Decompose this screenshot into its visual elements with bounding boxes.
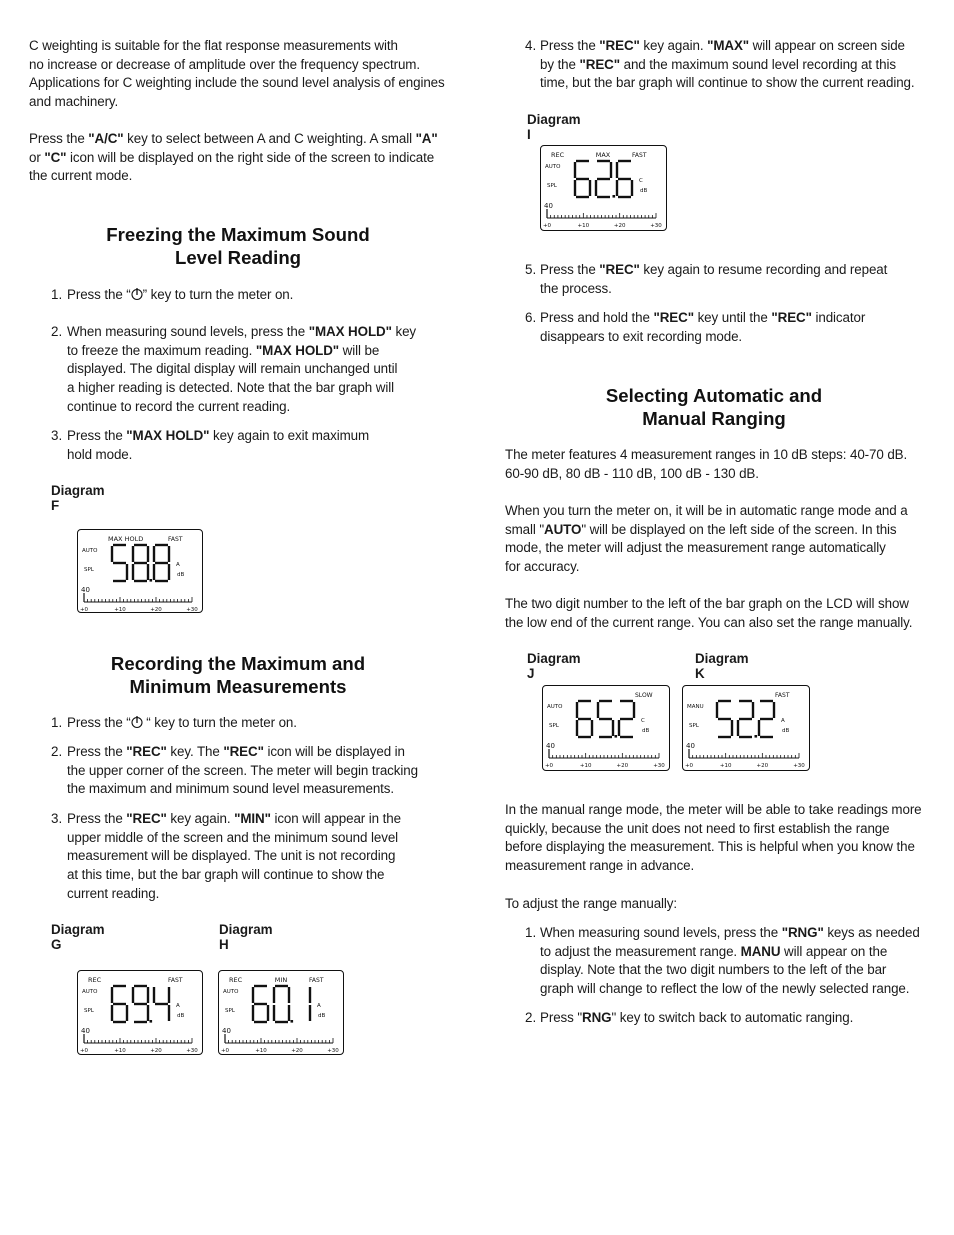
lcd-rec-indicator: REC	[88, 976, 102, 984]
lcd-rec-indicator: REC	[229, 976, 243, 984]
lcd-bargraph-tick-label: +20	[150, 1048, 162, 1054]
record-step-2: Press the "REC" key. The "REC" icon will be displayed in the upper corner of the screen. The meter will begin tracking the maximum and minimum sound level measurements.	[67, 744, 418, 797]
lcd-range-mode: AUTO	[545, 164, 561, 170]
power-icon	[131, 287, 143, 301]
lcd-bargraph-tick-label: +30	[186, 607, 198, 612]
lcd-digit	[112, 545, 127, 581]
lcd-range-low: 40	[222, 1027, 231, 1035]
lcd-decimal-point	[755, 735, 758, 738]
lcd-digit	[598, 701, 613, 737]
freeze-heading: Freezing the Maximum Sound Level Reading	[106, 224, 370, 268]
ranging-paragraph-2: When you turn the meter on, it will be in automatic range mode and a small "AUTO" will be displayed on the left side of the screen. In this mode, the meter will adjust the measurement range automatically for accuracy.	[505, 503, 908, 575]
lcd-range-low: 40	[81, 1027, 90, 1035]
lcd-range-mode: AUTO	[82, 548, 98, 554]
lcd-diagram-h	[218, 970, 344, 1055]
lcd-bargraph-tick-label: +0	[544, 763, 554, 769]
lcd-weighting-indicator: A	[781, 718, 785, 724]
lcd-digit	[112, 986, 127, 1022]
lcd-digit	[717, 701, 732, 737]
lcd-speed-indicator: FAST	[632, 152, 647, 159]
lcd-speed-indicator: FAST	[168, 977, 183, 984]
lcd-range-mode: AUTO	[82, 989, 98, 995]
intro-paragraph-2: Press the "A/C" key to select between A and C weighting. A small "A" or "C" icon will be displayed on the right side of the screen to indicate the current mode.	[29, 131, 438, 184]
lcd-speed-indicator: FAST	[775, 692, 790, 699]
lcd-bargraph-tick-label: +30	[186, 1048, 198, 1054]
ranging-paragraph-5: To adjust the range manually:	[505, 896, 678, 911]
lcd-digit	[133, 986, 148, 1022]
lcd-digit	[274, 986, 289, 1022]
freeze-step-2: When measuring sound levels, press the "MAX HOLD" key to freeze the maximum reading. "MAX HOLD" will be displayed. The digital display will remain unchanged until a higher reading is detected. Note that the bar graph will continue to record the current reading.	[67, 324, 417, 414]
lcd-bargraph-tick-label: +0	[220, 1048, 230, 1054]
freeze-step-3-number: 3.	[51, 428, 63, 443]
lcd-diagram-g	[77, 970, 203, 1055]
lcd-spl-label: SPL	[689, 723, 699, 729]
lcd-speed-indicator: FAST	[168, 536, 183, 543]
record-step-5: Press the "REC" key again to resume recording and repeat the process.	[540, 262, 888, 296]
lcd-top-middle-indicator: MAX HOLD	[108, 535, 144, 543]
lcd-bargraph-tick-label: +20	[613, 223, 626, 229]
lcd-weighting-indicator: C	[639, 178, 643, 184]
lcd-spl-label: SPL	[84, 567, 94, 573]
lcd-rec-indicator: REC	[551, 151, 565, 159]
lcd-top-middle-indicator: MAX	[595, 151, 611, 159]
diagram-j-label: Diagram J	[527, 651, 581, 681]
freeze-step-3: Press the "MAX HOLD" key again to exit maximum hold mode.	[67, 428, 370, 462]
manual-step-2-number: 2.	[525, 1010, 537, 1025]
lcd-decimal-point	[613, 195, 616, 198]
lcd-bargraph-tick-label: +0	[79, 607, 89, 612]
lcd-diagram-j	[542, 685, 670, 771]
lcd-bargraph-tick-label: +20	[756, 763, 769, 769]
lcd-decimal-point	[150, 1020, 153, 1023]
diagram-h-label: Diagram H	[219, 922, 273, 952]
lcd-top-middle-indicator: MIN	[274, 976, 288, 984]
diagram-g-label: Diagram G	[51, 922, 105, 952]
lcd-digit	[759, 701, 774, 737]
ranging-paragraph-1: The meter features 4 measurement ranges in 10 dB steps: 40-70 dB. 60-90 dB, 80 dB - 110 dB, 100 dB - 130 dB.	[505, 447, 908, 481]
lcd-unit-label: dB	[642, 728, 650, 734]
ranging-paragraph-4: In the manual range mode, the meter will be able to take readings more quickly, because the unit does not need to first establish the range before displaying the measurement. This is helpful when you know the measurement range in advance.	[505, 802, 922, 874]
lcd-bargraph-tick-label: +10	[114, 607, 126, 612]
lcd-bargraph-tick-label: +30	[653, 763, 665, 769]
lcd-diagram-k	[682, 685, 810, 771]
ranging-heading: Selecting Automatic and Manual Ranging	[605, 385, 823, 429]
lcd-bargraph-tick-label: +10	[577, 223, 590, 229]
lcd-spl-label: SPL	[84, 1008, 94, 1014]
lcd-diagram-i	[540, 145, 667, 231]
lcd-unit-label: dB	[782, 728, 790, 734]
diagram-i-label: Diagram I	[527, 112, 581, 142]
lcd-decimal-point	[291, 1020, 294, 1023]
lcd-bargraph-tick-label: +10	[579, 763, 592, 769]
record-step-1: Press the “ “ key to turn the meter on.	[67, 715, 297, 730]
manual-step-1: When measuring sound levels, press the "RNG" keys as needed to adjust the measurement range. MANU will appear on the display. Note that the two digit numbers to the left of the bar graph will change to reflect the low of the newly selected range.	[540, 925, 920, 997]
lcd-digit	[617, 161, 632, 197]
lcd-spl-label: SPL	[225, 1008, 235, 1014]
freeze-step-2-number: 2.	[51, 324, 63, 339]
lcd-unit-label: dB	[640, 188, 648, 194]
lcd-bargraph-tick-label: +20	[616, 763, 629, 769]
lcd-digit	[596, 161, 611, 197]
lcd-bargraph-tick-label: +0	[79, 1048, 89, 1054]
record-step-2-number: 2.	[51, 744, 63, 759]
record-step-1-number: 1.	[51, 715, 63, 730]
lcd-range-mode: AUTO	[547, 704, 563, 710]
manual-step-2: Press "RNG" key to switch back to automatic ranging.	[540, 1010, 854, 1025]
lcd-bargraph-tick-label: +10	[719, 763, 732, 769]
lcd-speed-indicator: FAST	[309, 977, 324, 984]
freeze-step-1: Press the “ ” key to turn the meter on.	[67, 287, 294, 302]
lcd-weighting-indicator: A	[176, 1003, 180, 1009]
lcd-range-mode: MANU	[687, 704, 704, 710]
lcd-digit	[575, 161, 590, 197]
record-step-6-number: 6.	[525, 310, 537, 325]
lcd-digit	[154, 987, 169, 1021]
lcd-bargraph-tick-label: +20	[150, 607, 162, 612]
lcd-digit	[738, 701, 753, 737]
lcd-decimal-point	[615, 735, 618, 738]
lcd-bargraph-tick-label: +30	[327, 1048, 339, 1054]
power-icon	[131, 715, 143, 729]
lcd-weighting-indicator: A	[176, 562, 180, 568]
lcd-bargraph-tick-label: +0	[542, 223, 552, 229]
diagram-k-label: Diagram K	[695, 651, 749, 681]
diagram-f-label: Diagram F	[51, 483, 105, 513]
lcd-range-low: 40	[544, 202, 553, 210]
record-step-3-number: 3.	[51, 811, 63, 826]
record-step-4-number: 4.	[525, 38, 537, 53]
lcd-digit	[154, 545, 169, 581]
lcd-weighting-indicator: C	[641, 718, 645, 724]
record-step-4: Press the "REC" key again. "MAX" will appear on screen side by the "REC" and the maximum sound level recording at this time, but the bar graph will continue to show the current reading.	[540, 38, 915, 91]
ranging-paragraph-3: The two digit number to the left of the bar graph on the LCD will show the low end of the current range. You can also set the range manually.	[505, 596, 913, 630]
manual-step-1-number: 1.	[525, 925, 537, 940]
lcd-decimal-point	[150, 579, 153, 582]
lcd-spl-label: SPL	[549, 723, 559, 729]
lcd-range-low: 40	[546, 742, 555, 750]
lcd-unit-label: dB	[177, 572, 185, 578]
lcd-bargraph-tick-label: +30	[650, 223, 662, 229]
record-step-3: Press the "REC" key again. "MIN" icon will appear in the upper middle of the screen and the minimum sound level measurement will be displayed. The unit is not recording at this time, but the bar graph will continue to show the current reading.	[67, 811, 401, 901]
lcd-range-low: 40	[686, 742, 695, 750]
lcd-spl-label: SPL	[547, 183, 557, 189]
lcd-range-low: 40	[81, 586, 90, 594]
lcd-weighting-indicator: A	[317, 1003, 321, 1009]
freeze-step-1-number: 1.	[51, 287, 63, 302]
lcd-digit	[133, 545, 148, 581]
lcd-speed-indicator: SLOW	[635, 692, 653, 699]
lcd-unit-label: dB	[177, 1013, 185, 1019]
record-step-6: Press and hold the "REC" key until the "REC" indicator disappears to exit recording mode.	[540, 310, 866, 344]
lcd-bargraph-tick-label: +10	[255, 1048, 267, 1054]
record-step-5-number: 5.	[525, 262, 537, 277]
lcd-bargraph-tick-label: +20	[291, 1048, 303, 1054]
intro-paragraph-1: C weighting is suitable for the flat response measurements with no increase or decrease of amplitude over the frequency spectrum. Applications for C weighting include the sound level analysis of engines and machinery.	[29, 38, 445, 110]
lcd-digit	[253, 986, 268, 1022]
lcd-bargraph-tick-label: +0	[684, 763, 694, 769]
lcd-bargraph-tick-label: +10	[114, 1048, 126, 1054]
lcd-diagram-f	[77, 529, 203, 613]
lcd-digit	[619, 701, 634, 737]
lcd-unit-label: dB	[318, 1013, 326, 1019]
lcd-bargraph-tick-label: +30	[793, 763, 805, 769]
lcd-range-mode: AUTO	[223, 989, 239, 995]
lcd-digit	[577, 701, 592, 737]
record-heading: Recording the Maximum and Minimum Measurements	[110, 653, 366, 697]
